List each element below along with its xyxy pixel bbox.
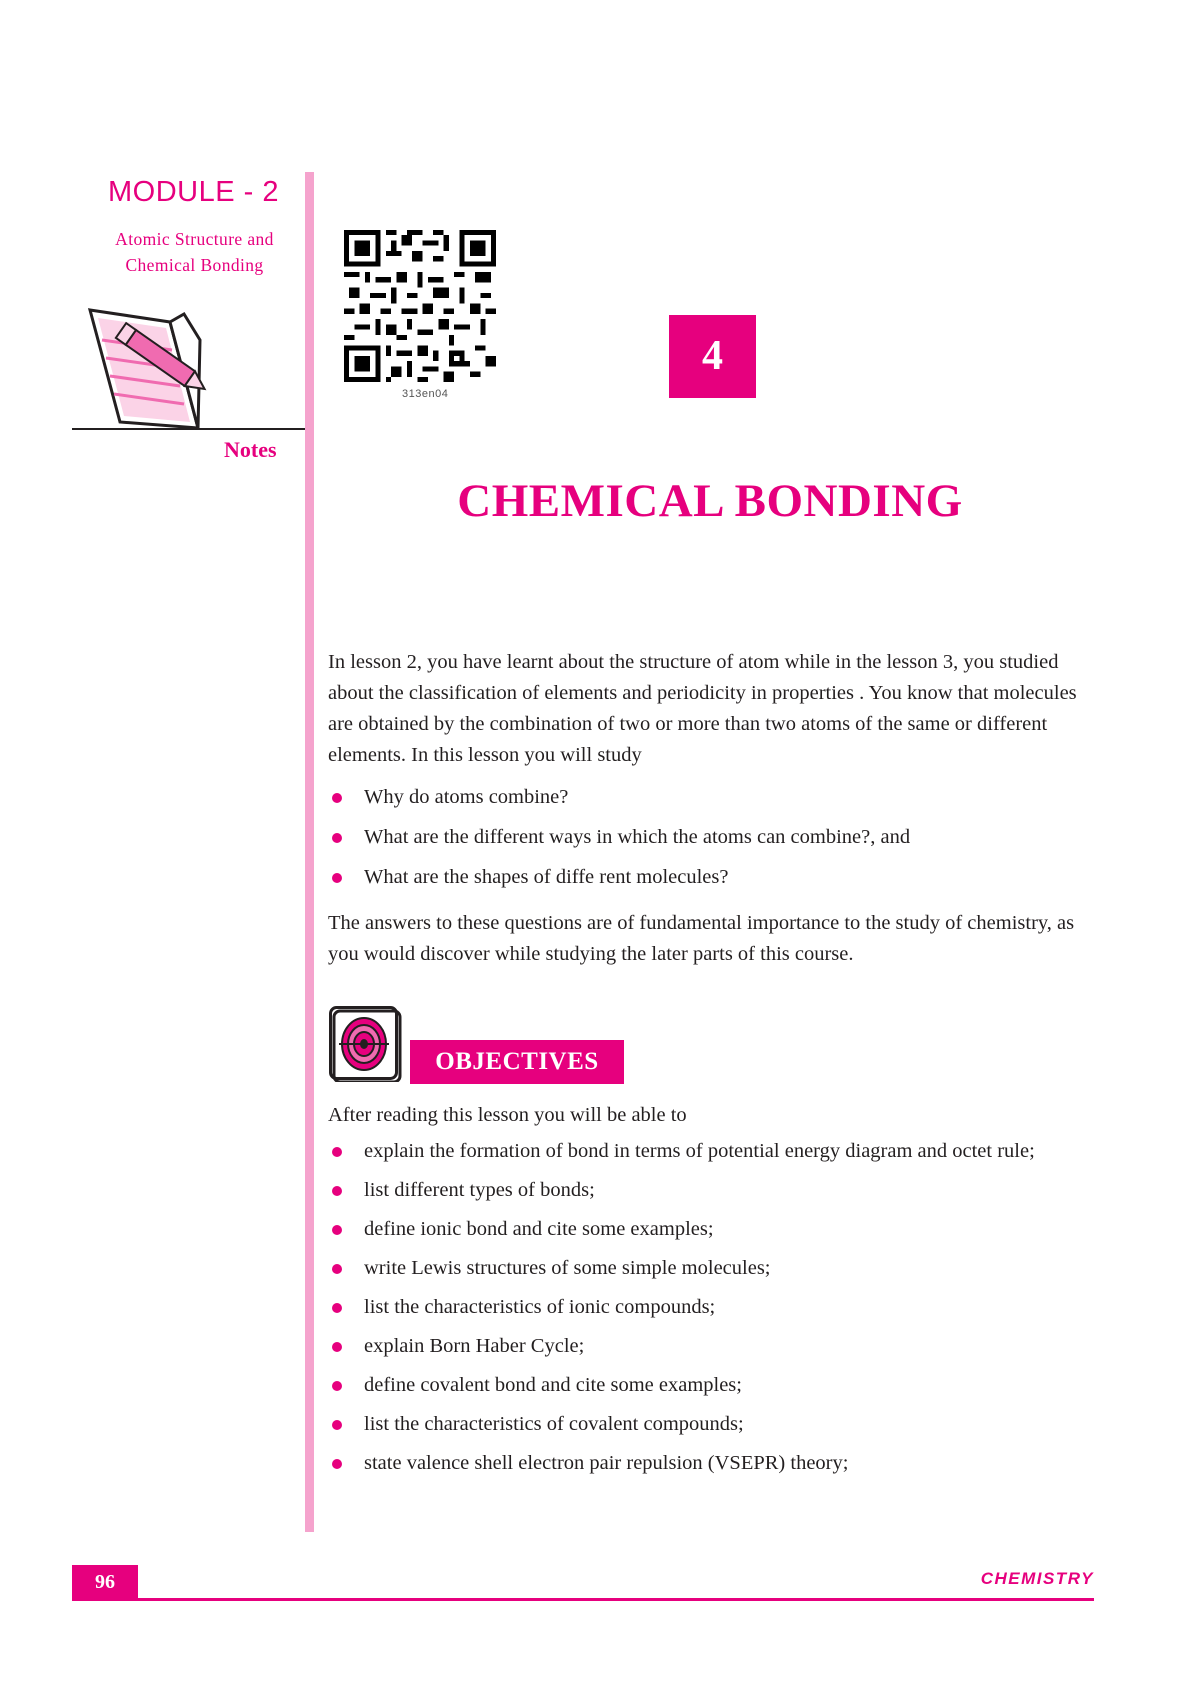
chapter-number: 4 xyxy=(669,315,756,398)
objectives-intro: After reading this lesson you will be able to xyxy=(328,1104,687,1126)
qr-code-label: 313en04 xyxy=(402,388,449,400)
list-item-text: define ionic bond and cite some examples; xyxy=(364,1218,714,1240)
list-item xyxy=(328,822,1108,853)
list-item-text: write Lewis structures of some simple molecules; xyxy=(364,1257,771,1279)
objectives-list xyxy=(328,1136,1108,1487)
bullet-icon xyxy=(332,1147,342,1157)
qr-code-icon[interactable] xyxy=(344,230,496,382)
list-item-text: list the characteristics of ionic compounds; xyxy=(364,1296,716,1318)
list-item xyxy=(328,1136,1108,1167)
bullet-icon xyxy=(332,1381,342,1391)
closing-paragraph: The answers to these questions are of fundamental importance to the study of chemistry, as you would discover while studying the later parts of this course. xyxy=(328,912,1075,965)
notes-label: Notes xyxy=(224,437,277,462)
list-item-text: Why do atoms combine? xyxy=(364,786,569,808)
list-item-text: state valence shell electron pair repulsion (VSEPR) theory; xyxy=(364,1452,849,1474)
list-item-text: list different types of bonds; xyxy=(364,1179,595,1201)
bullet-icon xyxy=(332,833,342,843)
list-item xyxy=(328,1448,1108,1479)
module-title: MODULE - 2 xyxy=(108,176,279,208)
list-item-text: What are the shapes of diffe rent molecules? xyxy=(364,866,729,888)
bullet-icon xyxy=(332,793,342,803)
list-item xyxy=(328,1370,1108,1401)
list-item xyxy=(328,1292,1108,1323)
question-list xyxy=(328,782,1108,902)
sidebar-bar xyxy=(305,172,314,1532)
list-item xyxy=(328,862,1108,893)
list-item-text: What are the different ways in which the atoms can combine?, and xyxy=(364,826,911,848)
list-item xyxy=(328,1175,1108,1206)
notes-divider xyxy=(72,428,305,430)
list-item-text: list the characteristics of covalent compounds; xyxy=(364,1413,744,1435)
list-item-text: define covalent bond and cite some examples; xyxy=(364,1374,742,1396)
bullet-icon xyxy=(332,1459,342,1469)
page-number: 96 xyxy=(72,1565,138,1600)
bullet-icon xyxy=(332,1186,342,1196)
target-icon xyxy=(329,1006,402,1082)
bullet-icon xyxy=(332,1303,342,1313)
footer-rule xyxy=(72,1598,1094,1601)
module-subtitle-line1: Atomic Structure and xyxy=(115,229,274,249)
bullet-icon xyxy=(332,1342,342,1352)
module-subtitle-line2: Chemical Bonding xyxy=(125,255,264,275)
list-item xyxy=(328,1409,1108,1440)
list-item-text: explain Born Haber Cycle; xyxy=(364,1335,585,1357)
bullet-icon xyxy=(332,1264,342,1274)
module-subtitle xyxy=(92,226,297,278)
list-item-text: explain the formation of bond in terms of potential energy diagram and octet rule; xyxy=(364,1140,1035,1162)
bullet-icon xyxy=(332,873,342,883)
footer-subject: CHEMISTRY xyxy=(980,1569,1094,1588)
chapter-title: CHEMICAL BONDING xyxy=(457,475,963,527)
bullet-icon xyxy=(332,1420,342,1430)
bullet-icon xyxy=(332,1225,342,1235)
list-item xyxy=(328,1253,1108,1284)
list-item xyxy=(328,1214,1108,1245)
list-item xyxy=(328,1331,1108,1362)
objectives-heading: OBJECTIVES xyxy=(410,1040,624,1084)
list-item xyxy=(328,782,1108,813)
intro-paragraph: In lesson 2, you have learnt about the structure of atom while in the lesson 3, you studied about the classification of elements and periodicity in properties . You know that molecules are obtained by the combination of two or more than two atoms of the same or different elements. In this lesson you will study xyxy=(328,651,1077,766)
